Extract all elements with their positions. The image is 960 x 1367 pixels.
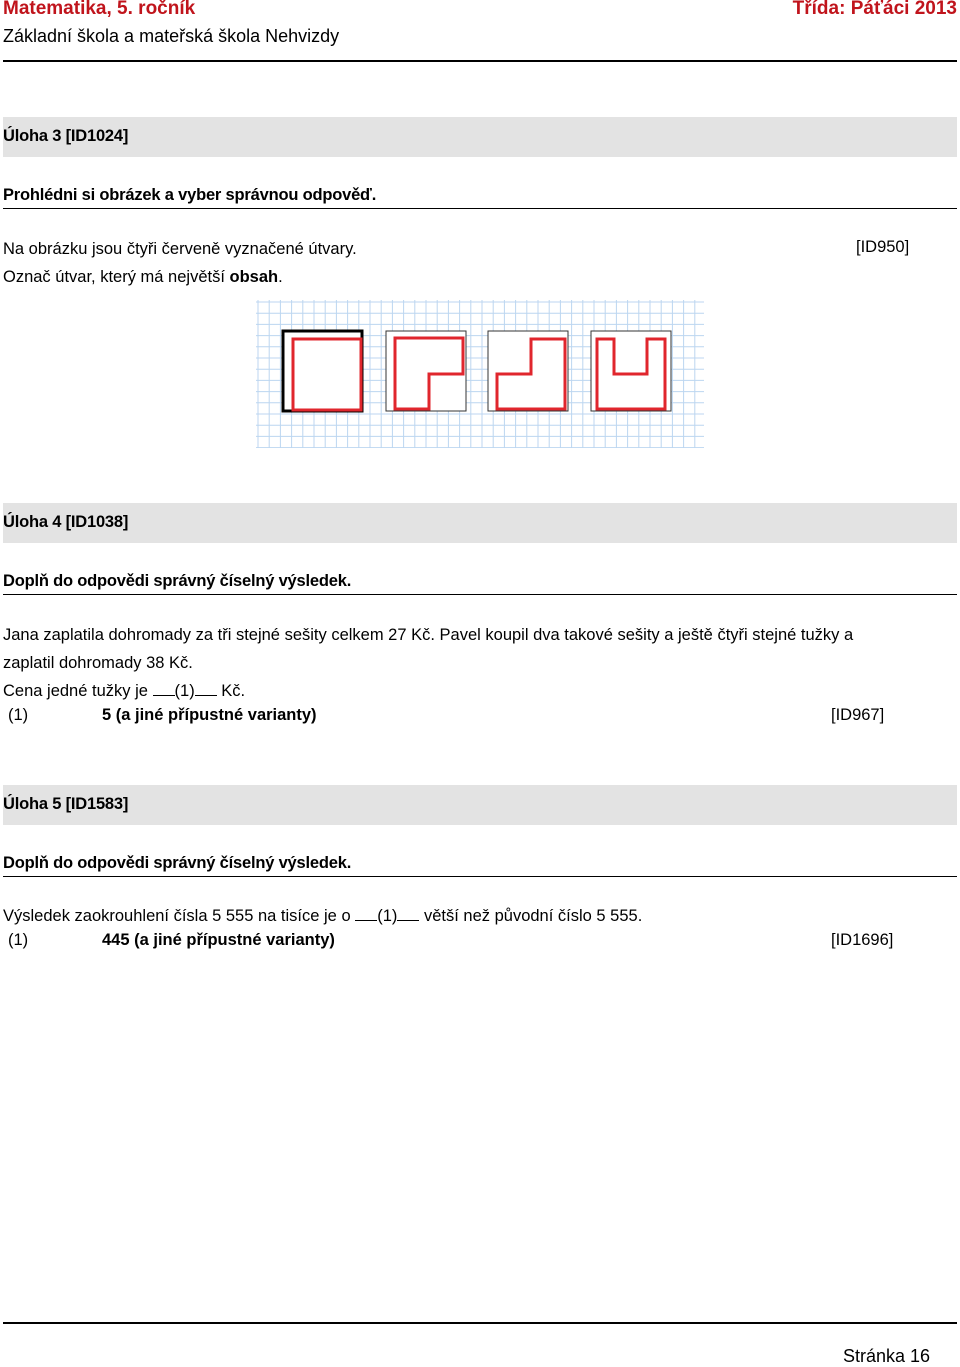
footer-divider (3, 1322, 957, 1324)
option-1-frame[interactable] (283, 331, 362, 411)
answer-blank-line (153, 681, 175, 696)
page-number: Stránka 16 (842, 1346, 930, 1366)
task-4-answer-value: 5 (a jiné přípustné varianty) (102, 706, 317, 724)
task-4-question (3, 677, 245, 705)
task-5-header (3, 785, 957, 825)
task-4-title: Úloha 4 [ID1038] (3, 513, 129, 531)
task-4-blank-label: (1) (174, 682, 195, 700)
task-3-id: [ID950] (856, 238, 910, 256)
header-subject: Matematika, 5. ročník (3, 0, 196, 19)
header-divider (3, 60, 957, 62)
task-5-answer-label: (1) (8, 931, 29, 949)
task-5-title: Úloha 5 [ID1583] (3, 795, 129, 813)
task-5-instruction-divider (3, 876, 957, 877)
option-2[interactable] (386, 331, 466, 411)
header-class: Třída: Páťáci 2013 (792, 0, 957, 19)
answer-blank-line (355, 906, 377, 921)
task-4-id: [ID967] (831, 706, 885, 724)
task-5-question-text: Výsledek zaokrouhlení čísla 5 555 na tisíce je o (3, 907, 351, 925)
task-3-line-2-text: Označ útvar, který má největší (3, 268, 225, 286)
task-4-header (3, 503, 957, 543)
option-4[interactable] (591, 331, 671, 411)
answer-blank-line (195, 681, 217, 696)
task-3-figure (256, 300, 704, 448)
option-3-frame[interactable] (488, 331, 568, 411)
task-3-instruction-divider (3, 208, 957, 209)
task-4-answer-label: (1) (8, 706, 29, 724)
task-4-text-1: Jana zaplatila dohromady za tři stejné sešity celkem 27 Kč. Pavel koupil dva takové sešity a ještě čtyři stejné tužky a (3, 626, 854, 644)
answer-blank-line (397, 906, 419, 921)
task-5-blank-label: (1) (377, 907, 398, 925)
option-3[interactable] (488, 331, 568, 411)
task-4-instruction: Doplň do odpovědi správný číselný výsledek. (3, 572, 352, 590)
task-5-id: [ID1696] (831, 931, 894, 949)
task-3-line-2-end: . (278, 268, 283, 286)
option-2-frame[interactable] (386, 331, 466, 411)
task-3-header (3, 117, 957, 157)
option-1[interactable] (283, 331, 362, 411)
header-school: Základní škola a mateřská škola Nehvizdy (3, 26, 340, 46)
task-3-line-1: Na obrázku jsou čtyři červeně vyznačené útvary. (3, 240, 357, 258)
task-3-keyword: obsah (229, 268, 279, 286)
task-5-instruction: Doplň do odpovědi správný číselný výsledek. (3, 854, 352, 872)
task-5-answer-value: 445 (a jiné přípustné varianty) (102, 931, 335, 949)
option-4-frame[interactable] (591, 331, 671, 411)
task-4-instruction-divider (3, 594, 957, 595)
task-5-question (3, 902, 642, 930)
task-4-question-text: Cena jedné tužky je (3, 682, 148, 700)
task-3-instruction: Prohlédni si obrázek a vyber správnou odpověď. (3, 186, 377, 204)
task-5-question-end: větší než původní číslo 5 555. (423, 907, 643, 925)
task-3-line-2 (3, 263, 283, 291)
task-3-title: Úloha 3 [ID1024] (3, 127, 129, 145)
task-4-question-end: Kč. (221, 682, 246, 700)
task-4-text-2: zaplatil dohromady 38 Kč. (3, 654, 193, 672)
